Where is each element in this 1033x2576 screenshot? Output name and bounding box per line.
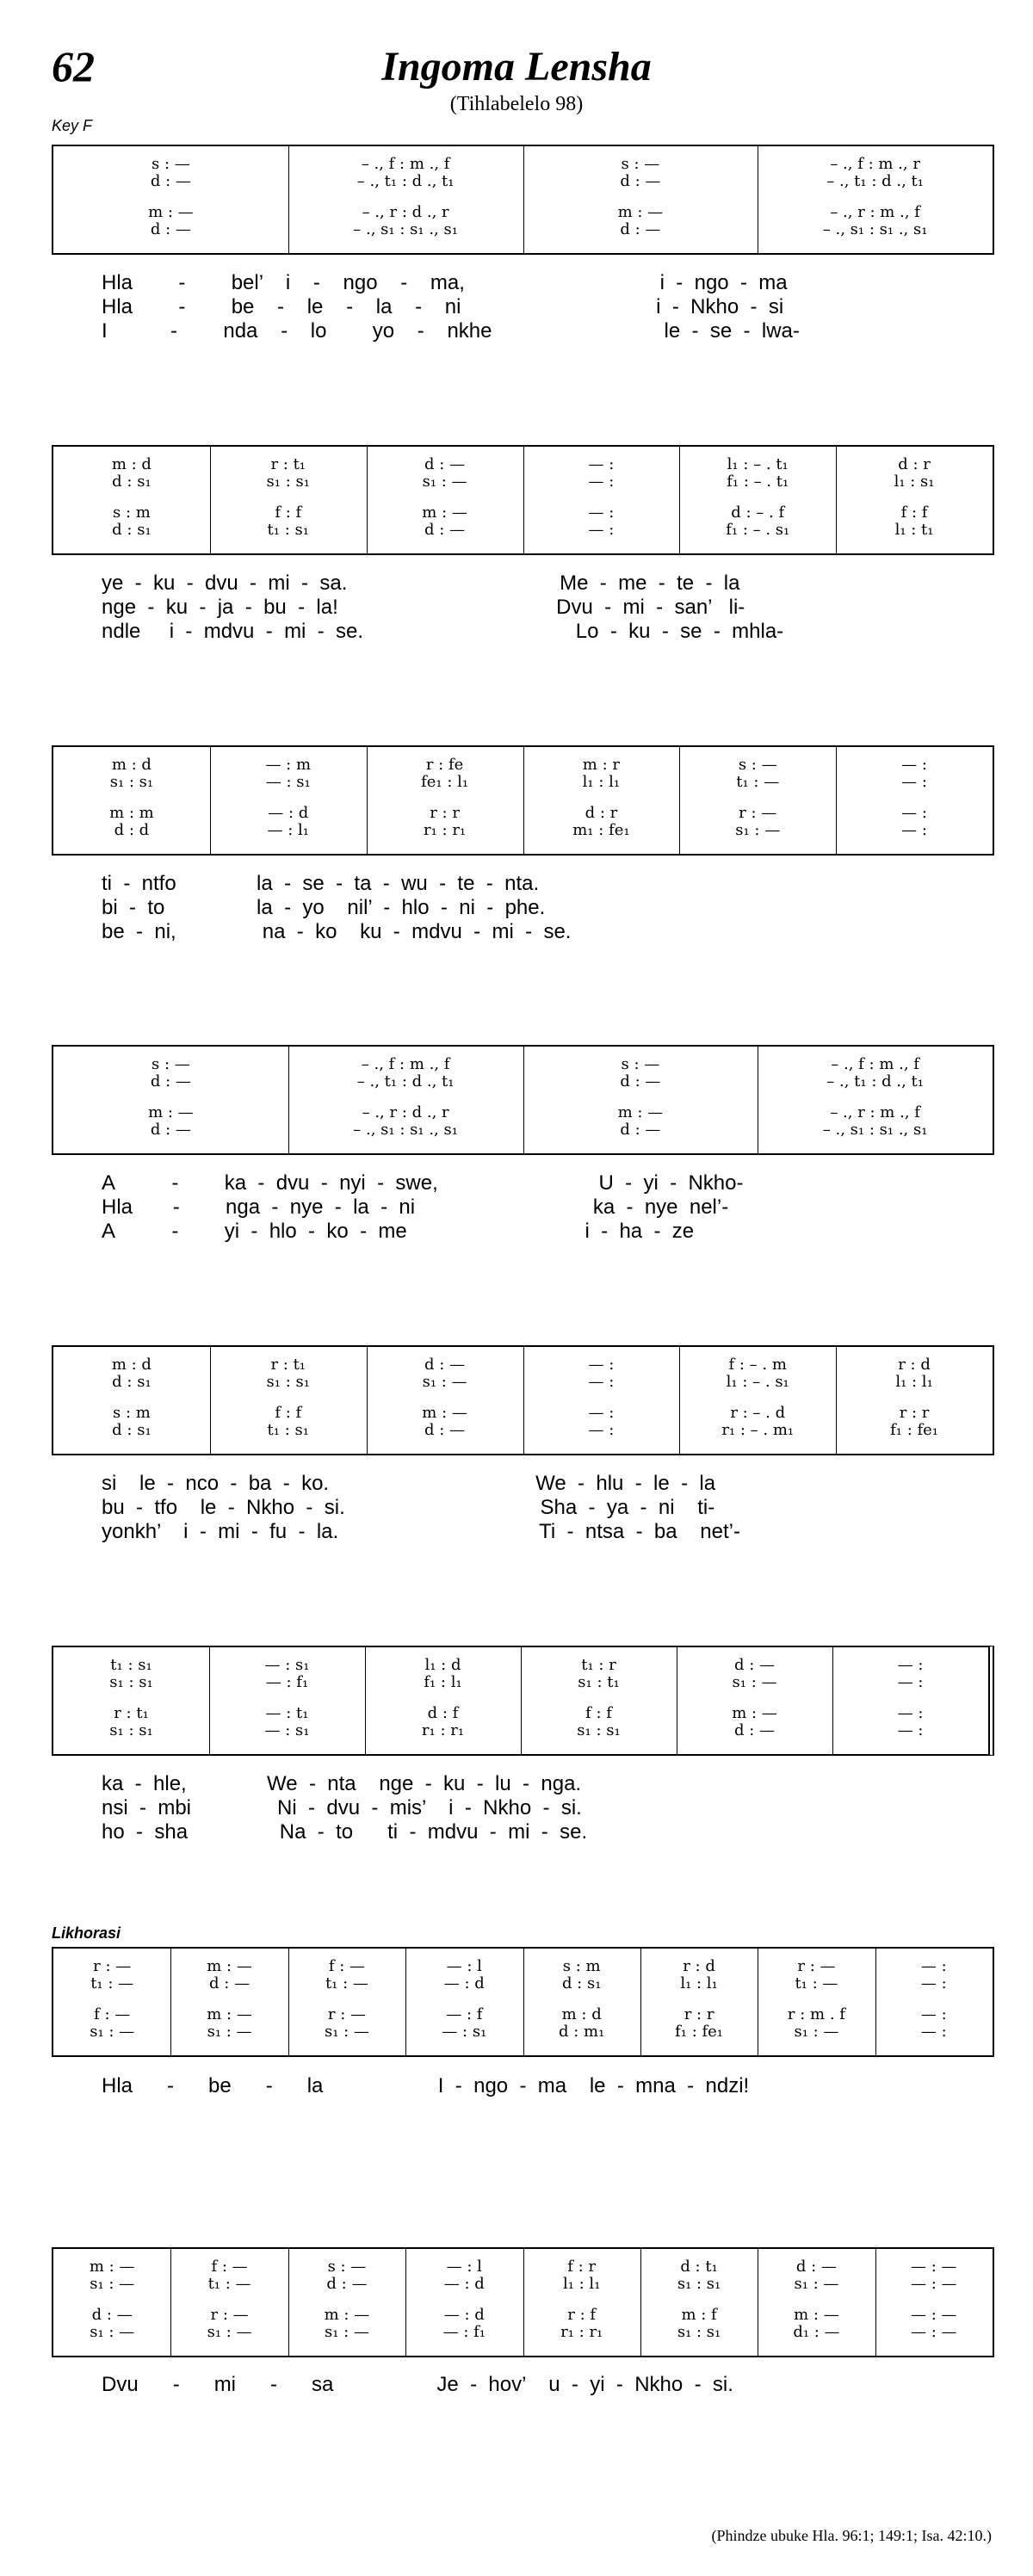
voice-row <box>53 1721 988 1740</box>
measure-notes: l₁ : l₁ <box>582 773 621 791</box>
measure-notes: l₁ : – . t₁ <box>727 455 789 473</box>
measure-notes: f : — <box>211 2258 248 2276</box>
measure-notes: — : s₁ <box>264 1656 310 1674</box>
measure-notes: f : — <box>328 1957 366 1975</box>
measure-notes: s₁ : s₁ <box>677 2323 721 2341</box>
measure-notes: — : — <box>911 2258 957 2276</box>
voice-row <box>53 804 993 823</box>
measure-notes: — : <box>588 455 615 473</box>
measure-notes: — : l <box>446 2258 482 2276</box>
measure-notes: s : — <box>152 155 190 173</box>
measure-notes: m : — <box>617 203 664 221</box>
measure-notes: m : f <box>681 2306 717 2324</box>
lyric-line: Hla - nga - nye - la - ni ka - nye nel’- <box>102 1195 729 1219</box>
lyric-line: Dvu - mi - sa Je - hov’ u - yi - Nkho - si. <box>102 2373 733 2396</box>
measure-notes: — : <box>588 1373 615 1391</box>
measure-notes: s₁ : — <box>732 1673 777 1691</box>
measure-notes: f : f <box>585 1704 612 1722</box>
measure-notes: — : l <box>446 1957 482 1975</box>
measure-notes: d : s₁ <box>112 473 152 491</box>
measure-notes: – ., r : m ., f <box>830 1103 920 1121</box>
measure-notes: r : t₁ <box>270 455 306 473</box>
measure-notes: f₁ : fe₁ <box>890 1421 939 1439</box>
measure-notes: — : <box>920 1957 947 1975</box>
measure-notes: — : d <box>268 804 309 822</box>
measure-notes: — : <box>901 804 927 822</box>
measure-notes: f : – . m <box>728 1356 787 1374</box>
measure-notes: m : — <box>324 2306 370 2324</box>
measure-notes: d : — <box>424 1421 466 1439</box>
measure-notes: — : <box>588 1356 615 1374</box>
measure-notes: m : — <box>422 1404 467 1422</box>
system-1-staff <box>52 145 994 255</box>
measure-notes: t₁ : r <box>581 1656 616 1674</box>
system-3-lyrics <box>52 872 994 944</box>
measure-notes: s : m <box>113 503 151 522</box>
system-1-lyrics <box>52 271 994 343</box>
lyric-line: nge - ku - ja - bu - la! Dvu - mi - san’ li- <box>102 596 745 619</box>
measure-notes: m : — <box>89 2258 135 2276</box>
measure-notes: d : — <box>326 2275 368 2293</box>
measure-notes: – ., s₁ : s₁ ., s₁ <box>822 220 928 238</box>
measure-notes: — : — <box>911 2306 957 2324</box>
measure-notes: d₁ : — <box>793 2323 840 2341</box>
lyric-line: ti - ntfo la - se - ta - wu - te - nta. <box>102 872 540 895</box>
scripture-reference: (Phindze ubuke Hla. 96:1; 149:1; Isa. 42:10.) <box>711 2527 992 2544</box>
measure-notes: r : — <box>739 804 777 822</box>
lyric-line: nsi - mbi Ni - dvu - mis’ i - Nkho - si. <box>102 1796 582 1819</box>
measure-notes: s₁ : — <box>324 2323 369 2341</box>
measure-notes: s₁ : t₁ <box>578 1673 620 1691</box>
key-signature: Key F <box>52 117 93 134</box>
voice-row <box>53 1072 993 1091</box>
measure-notes: d : s₁ <box>112 1421 152 1439</box>
measure-notes: r : — <box>327 2005 366 2023</box>
measure-notes: — : <box>920 1974 947 1992</box>
measure-notes: t₁ : — <box>90 1974 134 1992</box>
measure-notes: d : — <box>424 521 466 539</box>
measure-notes: – ., s₁ : s₁ ., s₁ <box>822 1121 928 1139</box>
measure-notes: l₁ : – . s₁ <box>726 1373 789 1391</box>
measure-notes: d : m₁ <box>559 2023 605 2041</box>
measure-notes: s₁ : — <box>794 2275 839 2293</box>
measure-notes: d : — <box>150 1072 191 1090</box>
lyric-line: ndle i - mdvu - mi - se. Lo - ku - se - mhla- <box>102 620 784 643</box>
system-2-staff <box>52 445 994 555</box>
measure-notes: — : s₁ <box>442 2023 487 2041</box>
measure-notes: m : m <box>109 804 154 822</box>
measure-notes: d : — <box>620 220 661 238</box>
measure-notes: s₁ : — <box>207 2323 252 2341</box>
measure-notes: r : — <box>210 2306 249 2324</box>
measure-notes: s₁ : s₁ <box>109 1673 153 1691</box>
measure-notes: d : — <box>620 172 661 190</box>
voice-row <box>53 1974 993 1993</box>
voice-row <box>53 1404 993 1423</box>
measure-notes: m : — <box>732 1704 777 1722</box>
measure-notes: d : — <box>733 1656 776 1674</box>
measure-notes: d : r <box>898 455 931 473</box>
measure-notes: – ., f : m ., r <box>830 155 920 173</box>
lyric-line: ka - hle, We - nta nge - ku - lu - nga. <box>102 1772 582 1795</box>
measure-notes: s₁ : s₁ <box>109 1721 153 1739</box>
measure-notes: r : – . d <box>730 1404 786 1422</box>
measure-notes: f₁ : – . t₁ <box>727 473 789 491</box>
measure-notes: — : s₁ <box>265 773 311 791</box>
measure-notes: f : f <box>900 503 928 522</box>
voice-row <box>53 1656 988 1675</box>
lyric-line: si le - nco - ba - ko. We - hlu - le - la <box>102 1472 716 1495</box>
measure-notes: s : — <box>152 1055 190 1073</box>
lyric-line: Hla - bel’ i - ngo - ma, i - ngo - ma <box>102 271 788 294</box>
measure-notes: s₁ : — <box>90 2323 135 2341</box>
measure-notes: — : <box>588 473 615 491</box>
measure-notes: – ., r : m ., f <box>830 203 920 221</box>
measure-notes: — : <box>588 1404 615 1422</box>
measure-notes: s₁ : — <box>422 473 467 491</box>
voice-row <box>53 1704 988 1723</box>
voice-row <box>53 773 993 792</box>
measure-notes: m : — <box>207 2005 252 2023</box>
lyric-line: yonkh’ i - mi - fu - la. Ti - ntsa - ba net’- <box>102 1520 740 1543</box>
measure-notes: d : t₁ <box>680 2258 718 2276</box>
measure-notes: t₁ : — <box>325 1974 368 1992</box>
measure-notes: – ., s₁ : s₁ ., s₁ <box>353 1121 458 1139</box>
measure-notes: t₁ : — <box>736 773 780 791</box>
measure-notes: l₁ : d <box>424 1656 461 1674</box>
measure-notes: s₁ : — <box>207 2023 252 2041</box>
measure-notes: s₁ : — <box>324 2023 369 2041</box>
measure-notes: – ., s₁ : s₁ ., s₁ <box>353 220 458 238</box>
measure-notes: – ., r : d ., r <box>362 1103 449 1121</box>
measure-notes: s₁ : s₁ <box>109 773 154 791</box>
refrain-label: Likhorasi <box>52 1924 121 1942</box>
measure-notes: – ., t₁ : d ., t₁ <box>826 1072 924 1090</box>
measure-notes: — : <box>588 521 615 539</box>
measure-notes: — : <box>897 1673 924 1691</box>
measure-notes: s₁ : s₁ <box>266 1373 310 1391</box>
voice-row <box>53 1356 993 1374</box>
measure-notes: m : d <box>111 455 152 473</box>
voice-row <box>53 1103 993 1122</box>
voice-row <box>53 203 993 222</box>
measure-notes: d : s₁ <box>112 521 152 539</box>
measure-notes: d : s₁ <box>112 1373 152 1391</box>
lyric-line: A - yi - hlo - ko - me i - ha - ze <box>102 1220 695 1243</box>
measure-notes: d : — <box>620 1121 661 1139</box>
voice-row <box>53 756 993 775</box>
measure-notes: r : d <box>898 1356 931 1374</box>
measure-notes: — : <box>588 503 615 522</box>
system-3-staff <box>52 745 994 856</box>
measure-notes: – ., f : m ., f <box>361 155 450 173</box>
measure-notes: s₁ : — <box>90 2275 135 2293</box>
voice-row <box>53 1055 993 1074</box>
lyric-line: be - ni, na - ko ku - mdvu - mi - se. <box>102 920 572 943</box>
measure-notes: m : d <box>111 756 152 774</box>
voice-row <box>53 473 993 491</box>
measure-notes: s : — <box>738 756 777 774</box>
measure-notes: f₁ : fe₁ <box>675 2023 724 2041</box>
measure-notes: r : m . f <box>787 2005 845 2023</box>
measure-notes: — : <box>920 2023 947 2041</box>
system-5-staff <box>52 1345 994 1455</box>
measure-notes: m : d <box>111 1356 152 1374</box>
voice-row <box>53 220 993 239</box>
measure-notes: r : r <box>899 1404 930 1422</box>
system-6-staff <box>52 1646 994 1756</box>
measure-notes: m : d <box>561 2005 602 2023</box>
measure-notes: f : — <box>94 2005 131 2023</box>
measure-notes: d : — <box>150 172 191 190</box>
measure-notes: s : — <box>621 1055 660 1073</box>
measure-notes: — : d <box>443 1974 485 1992</box>
measure-notes: s₁ : s₁ <box>677 2275 721 2293</box>
measure-notes: s₁ : s₁ <box>577 1721 621 1739</box>
voice-row <box>53 2306 993 2325</box>
measure-notes: s₁ : s₁ <box>266 473 310 491</box>
measure-notes: — : d <box>443 2306 485 2324</box>
measure-notes: — : <box>897 1721 924 1739</box>
system-5-lyrics <box>52 1472 994 1544</box>
voice-row <box>53 1957 993 1976</box>
measure-notes: d : — <box>91 2306 133 2324</box>
measure-notes: — : <box>901 756 927 774</box>
measure-notes: f₁ : l₁ <box>424 1673 462 1691</box>
measure-notes: — : f₁ <box>442 2323 486 2341</box>
measure-notes: r₁ : – . m₁ <box>721 1421 795 1439</box>
lyric-line: ye - ku - dvu - mi - sa. Me - me - te - la <box>102 571 740 595</box>
lyric-line: bu - tfo le - Nkho - si. Sha - ya - ni ti- <box>102 1496 715 1519</box>
hymn-subtitle: (Tihlabelelo 98) <box>449 93 584 115</box>
lyric-line: Hla - be - la I - ngo - ma le - mna - ndzi! <box>102 2074 750 2097</box>
measure-notes: s₁ : — <box>90 2023 135 2041</box>
measure-notes: d : – . f <box>731 503 785 522</box>
measure-notes: – ., t₁ : d ., t₁ <box>356 1072 455 1090</box>
measure-notes: m : — <box>617 1103 664 1121</box>
hymn-number: 62 <box>52 42 95 90</box>
measure-notes: f₁ : – . s₁ <box>726 521 790 539</box>
measure-notes: t₁ : s₁ <box>267 521 309 539</box>
voice-row <box>53 503 993 522</box>
measure-notes: m : — <box>422 503 467 522</box>
measure-notes: – ., t₁ : d ., t₁ <box>826 172 924 190</box>
measure-notes: – ., r : d ., r <box>362 203 449 221</box>
measure-notes: – ., t₁ : d ., t₁ <box>356 172 455 190</box>
measure-notes: d : s₁ <box>561 1974 602 1992</box>
measure-notes: d : — <box>733 1721 776 1739</box>
voice-row <box>53 172 993 191</box>
measure-notes: s : — <box>621 155 660 173</box>
measure-notes: r : — <box>93 1957 132 1975</box>
measure-notes: f : f <box>275 503 302 522</box>
measure-notes: t₁ : — <box>207 2275 251 2293</box>
voice-row <box>53 1373 993 1392</box>
hymn-title: Ingoma Lensha <box>381 44 652 90</box>
measure-notes: r : t₁ <box>270 1356 306 1374</box>
system-4-lyrics <box>52 1171 994 1244</box>
system-4-staff <box>52 1045 994 1155</box>
system-6-lyrics <box>52 1772 994 1844</box>
measure-notes: d : r <box>585 804 618 822</box>
voice-row <box>53 2323 993 2342</box>
measure-notes: s : m <box>113 1404 151 1422</box>
measure-notes: t₁ : s₁ <box>267 1421 309 1439</box>
voice-row <box>53 1421 993 1440</box>
measure-notes: r₁ : r₁ <box>421 1721 465 1739</box>
measure-notes: r₁ : r₁ <box>560 2323 603 2341</box>
measure-notes: — : <box>897 1656 924 1674</box>
voice-row <box>53 455 993 474</box>
measure-notes: — : f <box>446 2005 483 2023</box>
measure-notes: — : l₁ <box>267 821 309 839</box>
voice-row <box>53 821 993 840</box>
measure-notes: r : fe <box>425 756 464 774</box>
measure-notes: m : — <box>207 1957 252 1975</box>
voice-row <box>53 1121 993 1140</box>
voice-row <box>53 2023 993 2042</box>
measure-notes: f : r <box>567 2258 597 2276</box>
measure-notes: l₁ : s₁ <box>894 473 935 491</box>
lyric-line: I - nda - lo yo - nkhe le - se - lwa- <box>102 319 800 343</box>
lyric-line: A - ka - dvu - nyi - swe, U - yi - Nkho- <box>102 1171 744 1195</box>
measure-notes: l₁ : l₁ <box>895 1373 933 1391</box>
voice-row <box>53 2275 993 2294</box>
measure-notes: — : <box>901 773 927 791</box>
lyric-line: ho - sha Na - to ti - mdvu - mi - se. <box>102 1820 588 1844</box>
measure-notes: m₁ : fe₁ <box>572 821 630 839</box>
measure-notes: — : <box>901 821 927 839</box>
measure-notes: r : d <box>683 1957 715 1975</box>
measure-notes: l₁ : t₁ <box>894 521 934 539</box>
measure-notes: — : s₁ <box>264 1721 310 1739</box>
measure-notes: m : — <box>794 2306 839 2324</box>
measure-notes: f : f <box>275 1404 302 1422</box>
measure-notes: r : — <box>797 1957 836 1975</box>
measure-notes: d : — <box>150 220 191 238</box>
system-8-lyrics <box>52 2373 994 2397</box>
measure-notes: s₁ : — <box>794 2023 839 2041</box>
measure-notes: r₁ : r₁ <box>423 821 467 839</box>
measure-notes: — : <box>588 1421 615 1439</box>
measure-notes: s₁ : — <box>735 821 781 839</box>
system-7-staff <box>52 1947 994 2057</box>
measure-notes: d : — <box>424 455 466 473</box>
measure-notes: l₁ : l₁ <box>680 1974 718 1992</box>
measure-notes: — : — <box>911 2323 957 2341</box>
measure-notes: — : f₁ <box>265 1673 309 1691</box>
measure-notes: r : t₁ <box>114 1704 149 1722</box>
measure-notes: t₁ : s₁ <box>110 1656 152 1674</box>
system-7-lyrics <box>52 2074 994 2098</box>
measure-notes: – ., f : m ., f <box>361 1055 450 1073</box>
voice-row <box>53 1673 988 1692</box>
measure-notes: fe₁ : l₁ <box>421 773 469 791</box>
measure-notes: d : — <box>795 2258 837 2276</box>
system-8-staff <box>52 2247 994 2357</box>
measure-notes: r : f <box>567 2306 597 2324</box>
measure-notes: m : r <box>582 756 620 774</box>
measure-notes: r : r <box>430 804 460 822</box>
measure-notes: r : r <box>684 2005 714 2023</box>
measure-notes: d : — <box>209 1974 251 1992</box>
lyric-line: bi - to la - yo nil’ - hlo - ni - phe. <box>102 896 546 919</box>
measure-notes: d : d <box>114 821 150 839</box>
system-2-lyrics <box>52 571 994 644</box>
voice-row <box>53 2258 993 2276</box>
measure-notes: d : f <box>427 1704 459 1722</box>
measure-notes: — : <box>920 2005 947 2023</box>
measure-notes: — : t₁ <box>265 1704 309 1722</box>
measure-notes: m : — <box>148 1103 194 1121</box>
measure-notes: t₁ : — <box>795 1974 838 1992</box>
measure-notes: s₁ : — <box>422 1373 467 1391</box>
measure-notes: d : — <box>424 1356 466 1374</box>
measure-notes: d : — <box>150 1121 191 1139</box>
measure-notes: — : d <box>443 2275 485 2293</box>
measure-notes: — : — <box>911 2275 957 2293</box>
measure-notes: s : m <box>562 1957 601 1975</box>
measure-notes: m : — <box>148 203 194 221</box>
voice-row <box>53 155 993 174</box>
measure-notes: — : <box>897 1704 924 1722</box>
measure-notes: s : — <box>327 2258 367 2276</box>
measure-notes: l₁ : l₁ <box>562 2275 601 2293</box>
voice-row <box>53 2005 993 2024</box>
measure-notes: d : — <box>620 1072 661 1090</box>
measure-notes: – ., f : m ., f <box>831 1055 919 1073</box>
voice-row <box>53 521 993 540</box>
lyric-line: Hla - be - le - la - ni i - Nkho - si <box>102 295 784 318</box>
measure-notes: — : m <box>265 756 312 774</box>
